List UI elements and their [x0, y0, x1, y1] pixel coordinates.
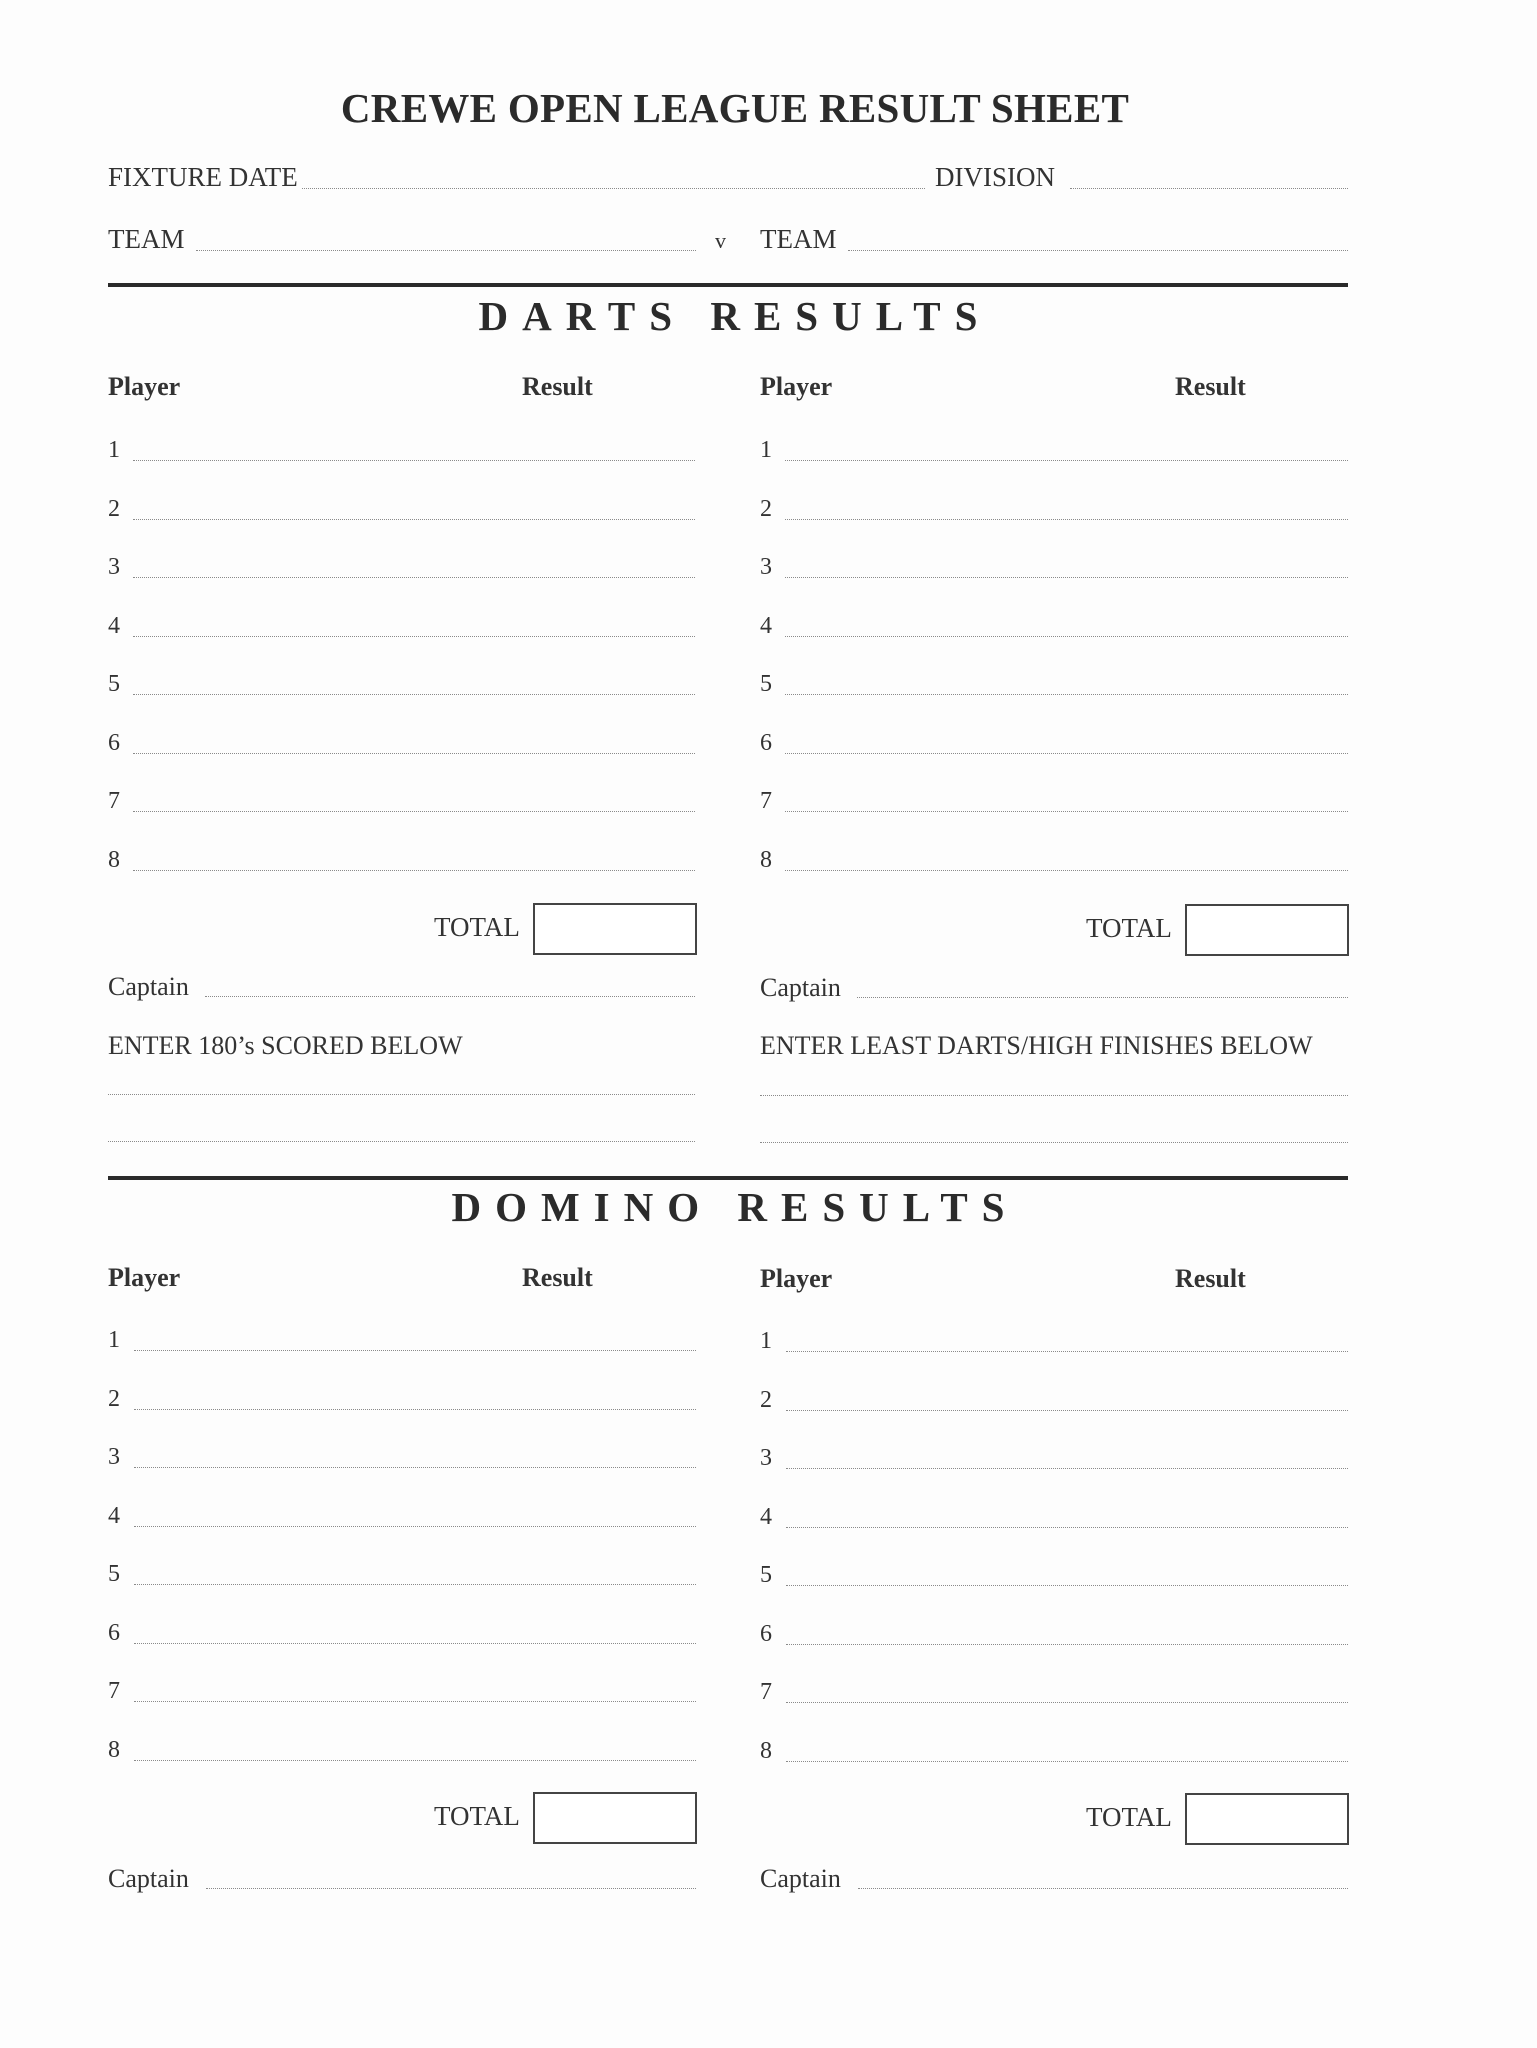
sheet-title: CREWE OPEN LEAGUE RESULT SHEET — [340, 85, 1130, 131]
home-team-label: TEAM — [108, 224, 185, 254]
darts-180s-note: ENTER 180’s SCORED BELOW — [108, 1031, 463, 1060]
domino-right-row-6-number: 6 — [760, 1621, 772, 1647]
darts-left-row-7-number: 7 — [108, 788, 120, 814]
domino-left-captain-field[interactable] — [206, 1888, 696, 1889]
darts-left-row-3-line[interactable] — [133, 577, 695, 578]
away-team-label: TEAM — [760, 224, 837, 254]
darts-left-row-7-line[interactable] — [133, 811, 695, 812]
darts-right-row-3-line[interactable] — [785, 577, 1348, 578]
domino-right-row-6-line[interactable] — [786, 1644, 1348, 1645]
domino-left-row-6-number: 6 — [108, 1620, 120, 1646]
domino-right-player-header: Player — [760, 1264, 833, 1293]
domino-left-total-box[interactable] — [533, 1792, 697, 1844]
darts-left-row-1-line[interactable] — [133, 460, 695, 461]
domino-left-row-8-number: 8 — [108, 1737, 120, 1763]
darts-finishes-line-2[interactable] — [760, 1142, 1348, 1143]
darts-left-total-label: TOTAL — [434, 912, 520, 942]
darts-left-row-2-line[interactable] — [133, 519, 695, 520]
versus-label: v — [715, 228, 726, 253]
darts-left-result-header: Result — [522, 372, 593, 401]
domino-right-row-3-number: 3 — [760, 1445, 772, 1471]
domino-left-row-6-line[interactable] — [134, 1643, 696, 1644]
home-team-field[interactable] — [196, 250, 696, 251]
darts-right-captain-field[interactable] — [857, 997, 1348, 998]
fixture-date-field[interactable] — [302, 188, 925, 189]
darts-left-player-header: Player — [108, 372, 181, 401]
darts-right-total-label: TOTAL — [1086, 913, 1172, 943]
domino-left-row-7-number: 7 — [108, 1678, 120, 1704]
darts-right-player-header: Player — [760, 372, 833, 401]
darts-right-row-6-number: 6 — [760, 730, 772, 756]
domino-left-total-label: TOTAL — [434, 1801, 520, 1831]
domino-left-row-4-line[interactable] — [134, 1526, 696, 1527]
darts-right-row-1-line[interactable] — [785, 460, 1348, 461]
darts-left-row-3-number: 3 — [108, 554, 120, 580]
darts-right-row-6-line[interactable] — [785, 753, 1348, 754]
darts-finishes-line-1[interactable] — [760, 1095, 1348, 1096]
domino-left-result-header: Result — [522, 1263, 593, 1292]
darts-left-captain-field[interactable] — [205, 996, 695, 997]
darts-right-row-4-number: 4 — [760, 613, 772, 639]
domino-right-row-3-line[interactable] — [786, 1468, 1348, 1469]
darts-left-row-6-number: 6 — [108, 730, 120, 756]
domino-right-result-header: Result — [1175, 1264, 1246, 1293]
domino-left-player-header: Player — [108, 1263, 181, 1292]
domino-right-row-8-number: 8 — [760, 1738, 772, 1764]
domino-left-row-1-line[interactable] — [134, 1350, 696, 1351]
darts-left-row-5-line[interactable] — [133, 694, 695, 695]
darts-finishes-note: ENTER LEAST DARTS/HIGH FINISHES BELOW — [760, 1031, 1313, 1060]
domino-left-row-2-number: 2 — [108, 1386, 120, 1412]
domino-right-row-8-line[interactable] — [786, 1761, 1348, 1762]
domino-right-total-label: TOTAL — [1086, 1802, 1172, 1832]
division-field[interactable] — [1070, 188, 1348, 189]
domino-right-row-7-number: 7 — [760, 1679, 772, 1705]
darts-left-row-8-line[interactable] — [133, 870, 695, 871]
darts-left-row-6-line[interactable] — [133, 753, 695, 754]
domino-left-row-3-line[interactable] — [134, 1467, 696, 1468]
darts-right-row-8-number: 8 — [760, 847, 772, 873]
darts-right-row-7-line[interactable] — [785, 811, 1348, 812]
darts-right-captain-label: Captain — [760, 973, 841, 1002]
darts-right-row-2-line[interactable] — [785, 519, 1348, 520]
domino-right-row-2-number: 2 — [760, 1387, 772, 1413]
domino-left-row-5-number: 5 — [108, 1561, 120, 1587]
darts-left-row-1-number: 1 — [108, 437, 120, 463]
domino-left-captain-label: Captain — [108, 1864, 189, 1893]
darts-left-row-4-line[interactable] — [133, 636, 695, 637]
darts-left-total-box[interactable] — [533, 903, 697, 955]
darts-right-row-2-number: 2 — [760, 496, 772, 522]
away-team-field[interactable] — [848, 250, 1348, 251]
darts-left-row-8-number: 8 — [108, 847, 120, 873]
darts-right-total-box[interactable] — [1185, 904, 1349, 956]
domino-left-row-7-line[interactable] — [134, 1701, 696, 1702]
domino-right-row-1-number: 1 — [760, 1328, 772, 1354]
domino-right-row-4-number: 4 — [760, 1504, 772, 1530]
domino-heading: DOMINO RESULTS — [451, 1184, 1019, 1230]
darts-right-row-7-number: 7 — [760, 788, 772, 814]
domino-top-rule — [108, 1176, 1348, 1180]
darts-right-result-header: Result — [1175, 372, 1246, 401]
domino-right-row-5-line[interactable] — [786, 1585, 1348, 1586]
darts-right-row-3-number: 3 — [760, 554, 772, 580]
darts-left-captain-label: Captain — [108, 972, 189, 1001]
domino-right-row-2-line[interactable] — [786, 1410, 1348, 1411]
darts-right-row-5-number: 5 — [760, 671, 772, 697]
domino-left-row-4-number: 4 — [108, 1503, 120, 1529]
domino-right-total-box[interactable] — [1185, 1793, 1349, 1845]
domino-right-row-5-number: 5 — [760, 1562, 772, 1588]
darts-180s-line-2[interactable] — [108, 1141, 695, 1142]
domino-right-row-1-line[interactable] — [786, 1351, 1348, 1352]
domino-right-row-7-line[interactable] — [786, 1702, 1348, 1703]
domino-right-captain-field[interactable] — [858, 1888, 1348, 1889]
domino-left-row-3-number: 3 — [108, 1444, 120, 1470]
domino-right-row-4-line[interactable] — [786, 1527, 1348, 1528]
darts-top-rule — [108, 283, 1348, 287]
division-label: DIVISION — [935, 162, 1055, 192]
darts-heading: DARTS RESULTS — [478, 293, 992, 339]
domino-left-row-8-line[interactable] — [134, 1760, 696, 1761]
darts-left-row-5-number: 5 — [108, 671, 120, 697]
domino-left-row-5-line[interactable] — [134, 1584, 696, 1585]
darts-right-row-1-number: 1 — [760, 437, 772, 463]
domino-left-row-1-number: 1 — [108, 1327, 120, 1353]
darts-180s-line-1[interactable] — [108, 1094, 695, 1095]
domino-right-captain-label: Captain — [760, 1864, 841, 1893]
darts-left-row-2-number: 2 — [108, 496, 120, 522]
fixture-date-label: FIXTURE DATE — [108, 162, 298, 192]
domino-left-row-2-line[interactable] — [134, 1409, 696, 1410]
darts-right-row-5-line[interactable] — [785, 694, 1348, 695]
darts-left-row-4-number: 4 — [108, 613, 120, 639]
darts-right-row-4-line[interactable] — [785, 636, 1348, 637]
darts-right-row-8-line[interactable] — [785, 870, 1348, 871]
